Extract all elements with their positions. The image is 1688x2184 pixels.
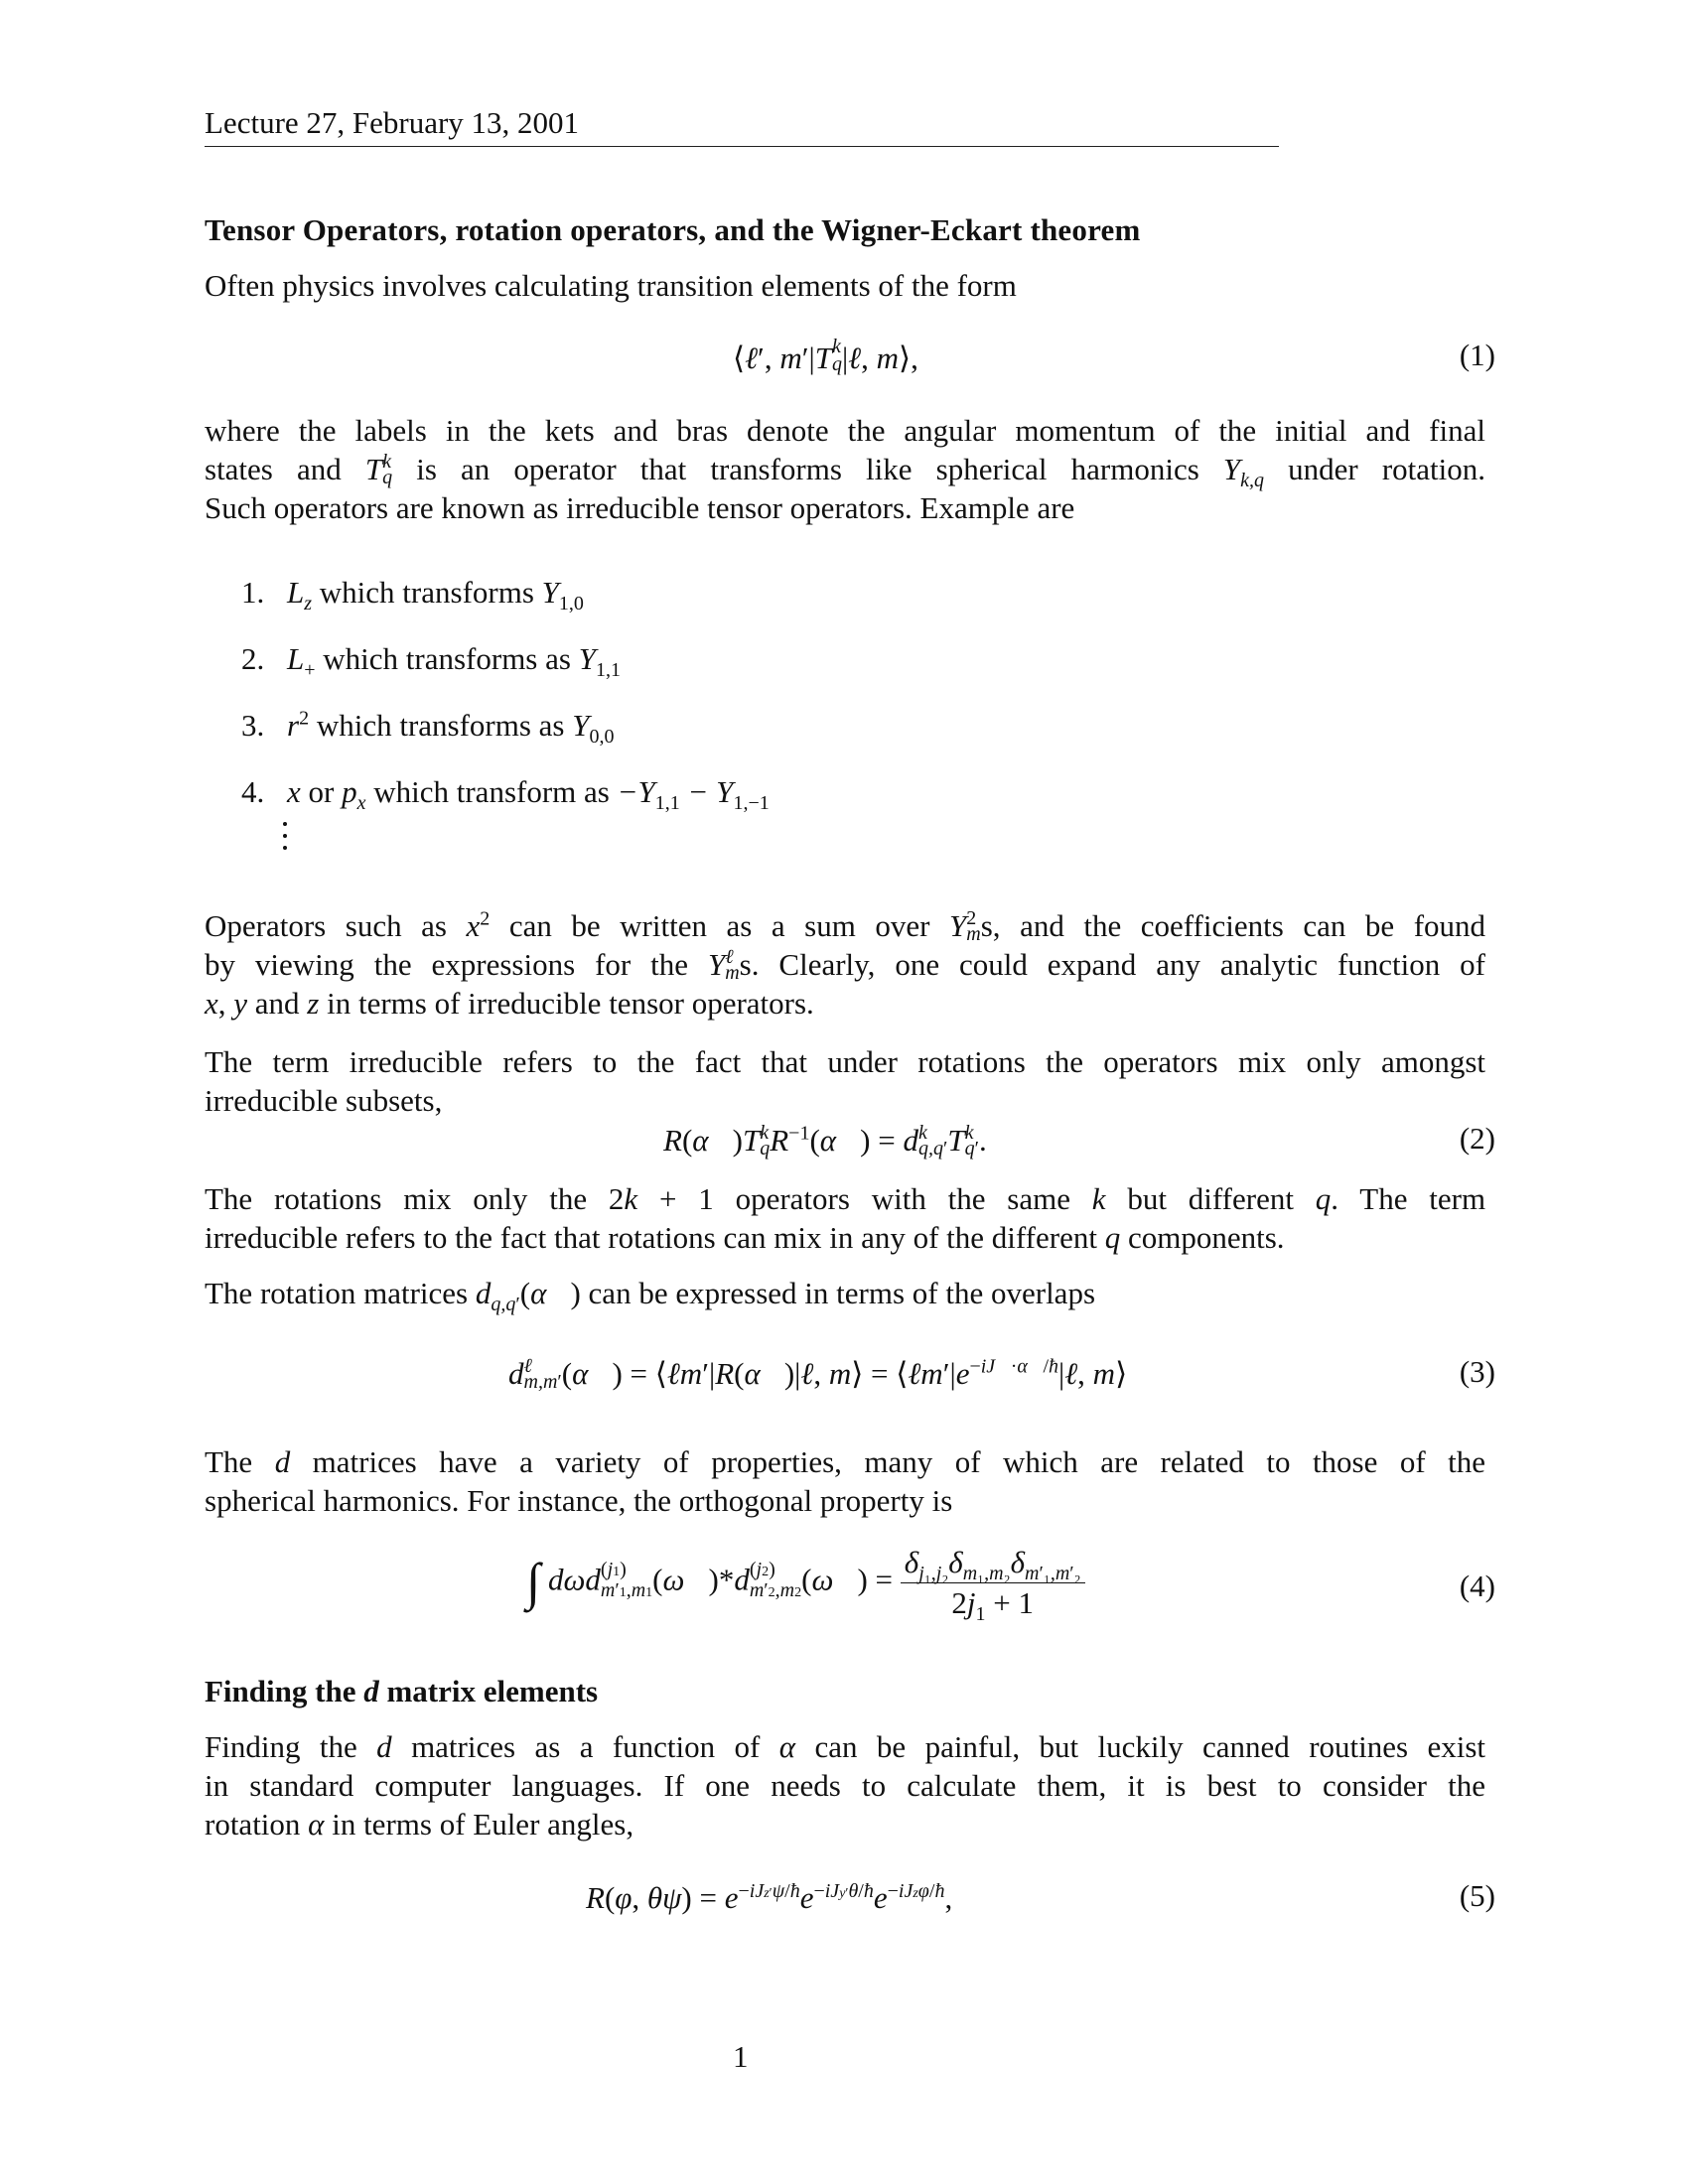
paragraph-line: irreducible subsets, xyxy=(205,1083,443,1118)
list-text: which transforms xyxy=(319,575,534,610)
paragraph-line: irreducible refers to the fact that rotations can mix in any of the different q components. xyxy=(205,1220,1285,1255)
list-item: 3. $r^2$ which transforms as $Y_{0,0}$ xyxy=(241,707,615,749)
equation-number-5: (5) xyxy=(1459,1878,1495,1913)
text-fragment: states and xyxy=(205,452,342,486)
math-symbol: x xyxy=(287,774,301,809)
list-number: 4. xyxy=(241,774,265,809)
paragraph-line: rotation α in terms of Euler angles, xyxy=(205,1807,634,1842)
math-symbol: Y xyxy=(541,575,559,610)
math-expression: −Y xyxy=(617,774,655,809)
running-header: Lecture 27, February 13, 2001 xyxy=(205,105,580,140)
paragraph-line: The d matrices have a variety of properties, many of which are related to those of the xyxy=(205,1444,1486,1479)
header-rule xyxy=(205,146,1279,147)
math-symbol: L xyxy=(287,641,305,676)
paragraph-line: by viewing the expressions for the Y ℓ m s. Clearly, one could expand any analytic function of xyxy=(205,946,1486,984)
math-symbol: Y xyxy=(572,708,590,743)
math-expression: − Y xyxy=(687,774,734,809)
math-symbol: Y xyxy=(578,641,596,676)
vertical-ellipsis-icon xyxy=(283,822,295,858)
list-text: which transforms as xyxy=(323,641,571,676)
paragraph-line: The rotations mix only the 2k + 1 operators with the same k but different q. The term xyxy=(205,1181,1486,1216)
paragraph-line: states and T k q is an operator that transforms like spherical harmonics $Y_{k,q}$ under rotation. xyxy=(205,451,1485,492)
equation-number-3: (3) xyxy=(1459,1354,1495,1389)
paragraph-line: spherical harmonics. For instance, the orthogonal property is xyxy=(205,1483,953,1518)
list-text: or xyxy=(308,774,335,809)
list-number: 3. xyxy=(241,708,265,743)
paragraph-line: Operators such as $x^2$ can be written as a sum over Y 2 m s, and the coefficients can be found xyxy=(205,907,1486,945)
paragraph-line: The rotation matrices $d_{q,q'}(\alpha⃗)$ can be expressed in terms of the overlaps xyxy=(205,1276,1096,1316)
equation-number-2: (2) xyxy=(1459,1121,1495,1156)
list-number: 1. xyxy=(241,575,265,610)
paragraph-line: Finding the d matrices as a function of α can be painful, but luckily canned routines exist xyxy=(205,1729,1486,1764)
equation-number-1: (1) xyxy=(1459,338,1495,372)
equation-3: d ℓ m,m′ (α⃗) = ⟨ℓm′|R(α⃗)|ℓ, m⟩ = $⟨\ell m'|e^{-iJ⃗\cdot\alpha⃗/ħ}|\ell$, m⟩ xyxy=(508,1355,1128,1393)
paragraph-line: The term irreducible refers to the fact that under rotations the operators mix only amongst xyxy=(205,1044,1485,1079)
page-number: 1 xyxy=(733,2039,749,2074)
fraction: $\frac{\delta_{j_1,j_2}\delta_{m_1,m_2}\delta_{m'_1,m'_2}}{2j_1 + 1}$ xyxy=(901,1545,1085,1621)
math-symbol: r xyxy=(287,708,300,743)
text-fragment: is an operator that transforms like spherical harmonics xyxy=(416,452,1199,486)
math-symbol: L xyxy=(287,575,305,610)
list-text: which transform as xyxy=(373,774,610,809)
list-text: which transforms as xyxy=(316,708,565,743)
math-symbol: p xyxy=(342,774,357,809)
paragraph-line: where the labels in the kets and bras denote the angular momentum of the initial and final xyxy=(205,413,1485,448)
equation-1: ⟨ℓ′, m′|T k q |ℓ, m⟩, xyxy=(733,336,918,375)
list-item: 4. x or $p_x$ which transform as $-Y_{1,1} - Y_{1,-1}$ xyxy=(241,774,770,815)
paragraph-line: in standard computer languages. If one needs to calculate them, it is best to consider the xyxy=(205,1768,1485,1803)
integral-sign: ∫ xyxy=(526,1554,541,1611)
section-title: Tensor Operators, rotation operators, and the Wigner-Eckart theorem xyxy=(205,212,1141,247)
list-item: 1. $L_z$ which transforms $Y_{1,0}$ xyxy=(241,575,584,615)
text-fragment: under rotation. xyxy=(1288,452,1485,486)
equation-5: R(φ, $\theta\psi) = e^{-iJz'\psi/ħ}e^{-iJy'\theta/ħ}e^{-iJz\varphi/ħ}$, xyxy=(586,1879,953,1915)
list-item: 2. $L_+$ which transforms as $Y_{1,1}$ xyxy=(241,641,621,682)
equation-2: R(α⃗)T k q $R^{-1}(\alpha⃗) = d$ k q,q′ T k q′ . xyxy=(663,1122,987,1160)
equation-number-4: (4) xyxy=(1459,1569,1495,1603)
list-number: 2. xyxy=(241,641,265,676)
subsection-heading: Finding the d matrix elements xyxy=(205,1674,599,1708)
paragraph-line: Such operators are known as irreducible tensor operators. Example are xyxy=(205,490,1075,525)
paragraph-line: x, y and z in terms of irreducible tensor operators. xyxy=(205,986,814,1021)
intro-paragraph: Often physics involves calculating transition elements of the form xyxy=(205,268,1017,303)
equation-4: ∫ dωd (j1) m′1,m1 (ω⃗)*d (j2) m′2,m2 (ω⃗) = $\frac{\delta_{j_1,j_2}\delta_{m_1,m_2}\delta_{m'_1,m'_2}}{2j_1 + 1}$ xyxy=(526,1545,1085,1621)
